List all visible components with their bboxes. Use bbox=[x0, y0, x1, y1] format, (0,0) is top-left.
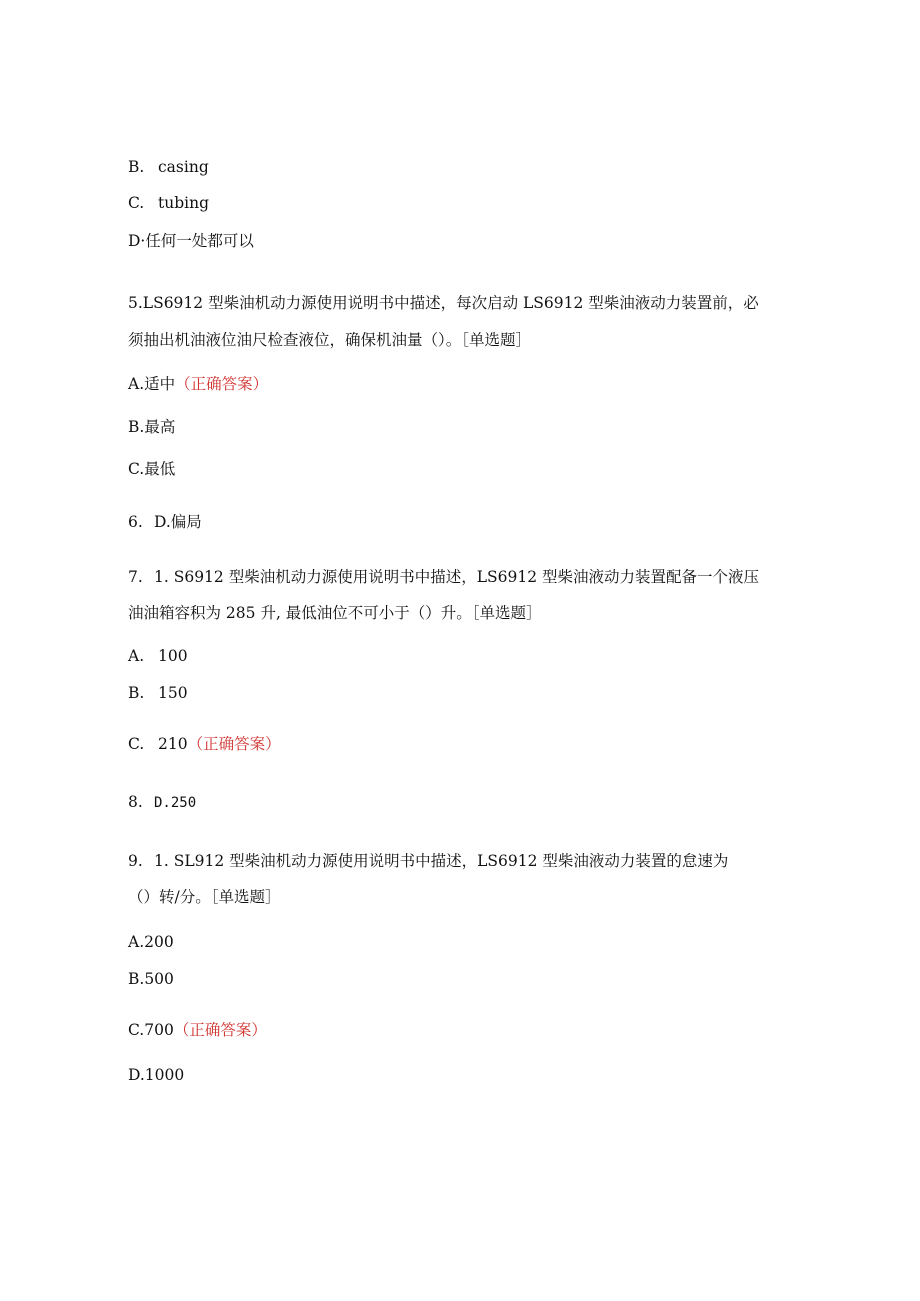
option-letter: C. bbox=[128, 735, 145, 753]
q5-option-c bbox=[128, 459, 175, 479]
correct-answer-mark: （正确答案） bbox=[173, 1021, 267, 1039]
q4-option-d bbox=[128, 231, 254, 251]
q5-stem-line1: 5.LS6912 型柴油机动力源使用说明书中描述，每次启动 LS6912 型柴油液动力装置前，必 bbox=[128, 294, 759, 312]
option-letter: B. bbox=[128, 684, 145, 702]
q9-option-d bbox=[128, 1065, 184, 1085]
correct-answer-mark: （正确答案） bbox=[175, 375, 269, 393]
item-6 bbox=[128, 512, 202, 532]
q7-option-a bbox=[128, 646, 188, 666]
option-text: C.最低 bbox=[128, 460, 176, 478]
item-number: 8. bbox=[128, 793, 143, 811]
item-number: 6. bbox=[128, 513, 143, 531]
q5-option-a bbox=[128, 374, 268, 394]
q9-stem-line1 bbox=[128, 851, 728, 871]
q9-option-c bbox=[128, 1020, 267, 1040]
option-text: B.最高 bbox=[128, 418, 176, 436]
q7-stem-line1 bbox=[128, 567, 759, 587]
q9-option-a bbox=[128, 932, 174, 952]
option-text: 210 bbox=[158, 735, 188, 753]
option-text: 150 bbox=[158, 684, 188, 702]
q5-stem-line2: 须抽出机油液位油尺检查液位，确保机油量（）。［单选题］ bbox=[128, 331, 532, 349]
question-number: 7. bbox=[128, 568, 143, 586]
correct-answer-mark: （正确答案） bbox=[187, 735, 281, 753]
q7-option-c bbox=[128, 734, 281, 754]
q9-stem-line2: （）转/分。［单选题］ bbox=[128, 888, 281, 906]
option-text: D·任何一处都可以 bbox=[128, 232, 254, 250]
option-letter: A. bbox=[128, 647, 145, 665]
option-text: D.1000 bbox=[128, 1066, 185, 1084]
option-text: A.适中 bbox=[128, 375, 176, 393]
option-text: C.700 bbox=[128, 1021, 174, 1039]
option-text: B.500 bbox=[128, 970, 174, 988]
item-text: D.250 bbox=[154, 795, 197, 811]
option-text: tubing bbox=[158, 194, 209, 212]
question-number: 9. bbox=[128, 852, 143, 870]
option-text: 100 bbox=[158, 647, 188, 665]
stem-text: 1. S6912 型柴油机动力源使用说明书中描述，LS6912 型柴油液动力装置配备一个液压 bbox=[154, 568, 759, 586]
q7-stem-line2: 油油箱容积为 285 升, 最低油位不可小于（）升。［单选题］ bbox=[128, 604, 542, 622]
option-letter: B. bbox=[128, 158, 145, 176]
q4-option-c bbox=[128, 193, 209, 213]
option-text: casing bbox=[158, 158, 209, 176]
stem-text: 1. SL912 型柴油机动力源使用说明书中描述，LS6912 型柴油液动力装置的怠速为 bbox=[154, 852, 729, 870]
item-8 bbox=[128, 792, 196, 813]
option-text: A.200 bbox=[128, 933, 174, 951]
item-text: D.偏局 bbox=[154, 513, 202, 531]
option-letter: C. bbox=[128, 194, 145, 212]
q5-option-b bbox=[128, 417, 175, 437]
q9-option-b bbox=[128, 969, 174, 989]
q4-option-b bbox=[128, 157, 209, 177]
q7-option-b bbox=[128, 683, 188, 703]
